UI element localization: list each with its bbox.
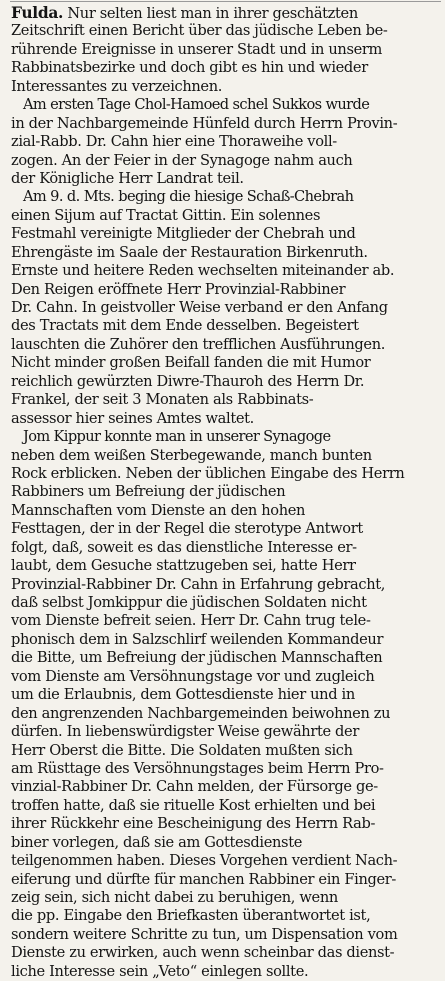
paragraph	[11, 428, 440, 981]
text-line: die pp. Eingabe den Briefkasten überantwortet ist,	[11, 907, 371, 925]
text-line: Mannschaften vom Dienste an den hohen	[11, 501, 306, 519]
text-line: folgt, daß, soweit es das dienstliche Interesse er-	[11, 538, 357, 556]
text-line: Festmahl vereinigte Mitglieder der Chebrah und	[11, 225, 356, 243]
text-line: die Bitte, um Befreiung der jüdischen Mannschaften	[11, 649, 383, 667]
text-line: troffen hatte, daß sie rituelle Kost erhielten und bei	[11, 796, 376, 814]
text-line: Rabbiners um Befreiung der jüdischen	[11, 483, 286, 501]
text-line: Herr Oberst die Bitte. Die Soldaten mußten sich	[11, 741, 353, 759]
text-line: dürfen. In liebenswürdigster Weise gewährte der	[11, 723, 359, 741]
text-line: um die Erlaubnis, dem Gottesdienste hier und in	[11, 686, 355, 704]
text-line: biner vorlegen, daß sie am Gottesdienste	[11, 833, 303, 851]
text-line: zial-Rabb. Dr. Cahn hier eine Thoraweihe voll-	[11, 133, 337, 151]
text-line: Provinzial-Rabbiner Dr. Cahn in Erfahrung gebracht,	[11, 575, 386, 593]
text-line: in der Nachbargemeinde Hünfeld durch Herrn Provin-	[11, 114, 398, 132]
text-line: phonisch dem in Salzschlirf weilenden Kommandeur	[11, 630, 384, 648]
text-line: assessor hier seines Amtes waltet.	[11, 409, 254, 427]
text-line: Ehrengäste im Saale der Restauration Birkenruth.	[11, 243, 368, 261]
text-line: vom Dienste befreit seien. Herr Dr. Cahn trug tele-	[11, 612, 371, 630]
text-line: lauschten die Zuhörer den trefflichen Ausführungen.	[11, 335, 386, 353]
text-line: vinzial-Rabbiner Dr. Cahn melden, der Fürsorge ge-	[11, 778, 378, 796]
text-line: Nicht minder großen Beifall fanden die mit Humor	[11, 354, 371, 372]
text-line: Den Reigen eröffnete Herr Provinzial-Rabbiner	[11, 280, 346, 298]
text-line: des Tractats mit dem Ende desselben. Begeistert	[11, 317, 359, 335]
text-line: zogen. An der Feier in der Synagoge nahm auch	[11, 151, 353, 169]
top-rule	[10, 1, 441, 2]
paragraph	[11, 96, 440, 188]
text-line: rührende Ereignisse in unserer Stadt und in unserm	[11, 40, 382, 58]
text-line: ihrer Rückkehr eine Bescheinigung des Herrn Rab-	[11, 815, 376, 833]
text-line: sondern weitere Schritte zu tun, um Dispensation vom	[11, 925, 398, 943]
text-line: zeig sein, sich nicht dabei zu beruhigen, wenn	[11, 889, 338, 906]
text-line: reichlich gewürzten Diwre-Thauroh des Herrn Dr.	[11, 372, 365, 390]
text-line: am Rüsttage des Versöhnungstages beim Herrn Pro-	[11, 759, 384, 777]
text-line: neben dem weißen Sterbegewande, manch bunten	[11, 446, 372, 464]
text-line: Dienste zu erwirken, auch wenn scheinbar das dienst-	[11, 944, 395, 962]
text-line: Interessantes zu verzeichnen.	[11, 77, 223, 95]
text-line: Ernste und heitere Reden wechselten miteinander ab.	[11, 262, 395, 280]
text-line: Festtagen, der in der Regel die sterotype Antwort	[11, 520, 363, 538]
text-line: liche Interesse sein „Veto“ einlegen sollte.	[11, 962, 309, 980]
text-line: vom Dienste am Versöhnungstage vor und zugleich	[11, 667, 375, 685]
text-line: laubt, dem Gesuche stattzugeben sei, hatte Herr	[11, 557, 356, 575]
paragraph	[11, 188, 440, 428]
text-line: eiferung und dürfte für manchen Rabbiner ein Finger-	[11, 870, 396, 888]
text-line: Dr. Cahn. In geistvoller Weise verband er den Anfang	[11, 299, 388, 316]
text-line: daß selbst Jomkippur die jüdischen Soldaten nicht	[11, 594, 367, 611]
article-body	[11, 4, 440, 981]
text-line: Rabbinatsbezirke und doch gibt es hin und wieder	[11, 59, 368, 77]
text-line: Am ersten Tage Chol-Hamoed schel Sukkos wurde	[23, 96, 370, 114]
text-line: der Königliche Herr Landrat teil.	[11, 169, 244, 187]
text-line: teilgenommen haben. Dieses Vorgehen verdient Nach-	[11, 852, 398, 870]
dateline: Fulda.	[11, 4, 64, 22]
text-line: Rock erblicken. Neben der üblichen Eingabe des Herrn	[11, 464, 405, 482]
text-line: Frankel, der seit 3 Monaten als Rabbinats-	[11, 391, 314, 409]
text-line: Jom Kippur konnte man in unserer Synagoge	[23, 428, 331, 446]
text-line: einen Sijum auf Tractat Gittin. Ein solennes	[11, 206, 321, 224]
text-line: den angrenzenden Nachbargemeinden beiwohnen zu	[11, 704, 391, 722]
paragraph	[11, 4, 440, 96]
text-line: Zeitschrift einen Bericht über das jüdische Leben be-	[11, 22, 388, 40]
text-line: Am 9. d. Mts. beging die hiesige Schaß-Chebrah	[23, 188, 354, 206]
dateline-line: Fulda. Nur selten liest man in ihrer geschätzten	[11, 4, 358, 22]
